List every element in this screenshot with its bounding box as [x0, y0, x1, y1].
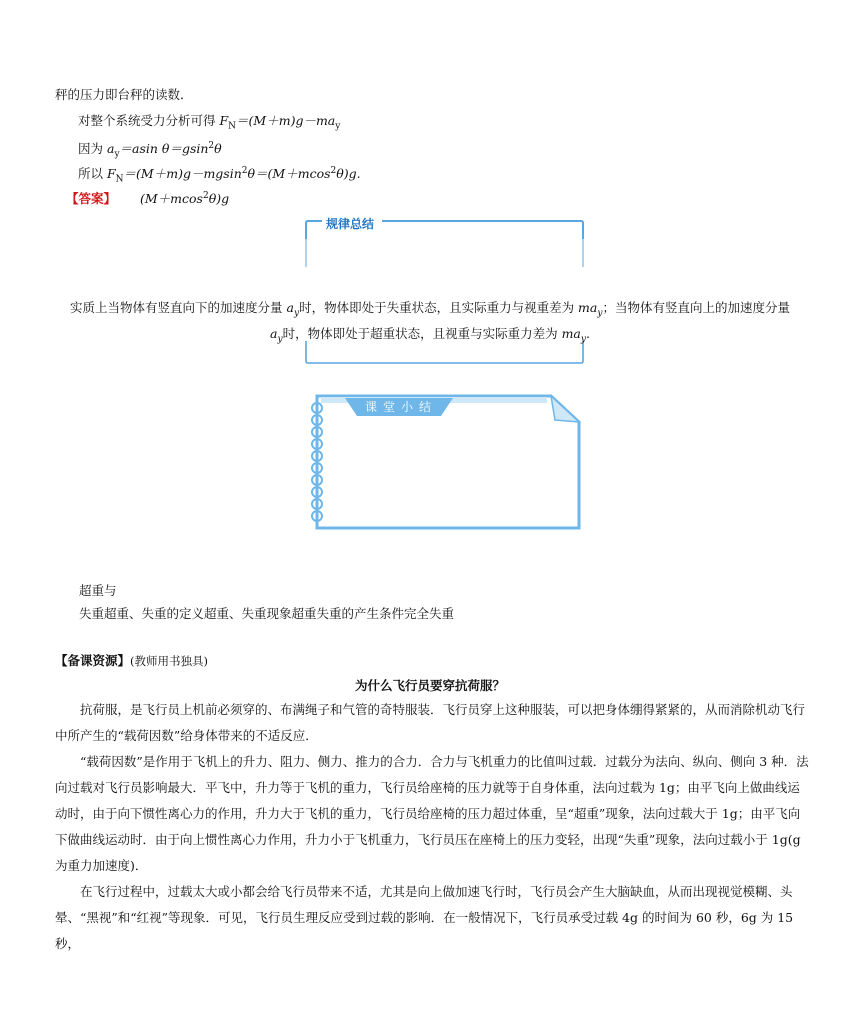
rule-text: 实质上当物体有竖直向下的加速度分量: [70, 300, 287, 315]
rule-box-title: 规律总结: [326, 217, 375, 231]
rule-text-line-2: [0, 325, 860, 349]
answer-value: (M＋mcos: [139, 191, 203, 207]
formula-end: θ)g.: [336, 166, 361, 182]
answer-line: [66, 187, 229, 208]
formula-sub: N: [115, 174, 124, 185]
answer-value: θ)g: [208, 191, 230, 207]
article-paragraph-2: “载荷因数”是作用于飞机上的升力、阻力、侧力、推力的合力．合力与飞机重力的比值叫过载．过载分为法向、纵向、侧向 3 种．法向过载对飞行员影响最大．平飞中，升力等于飞机的重力，飞行员给座椅的压力就等于自身体重，法向过载为 1g；由平飞向上做曲线运动时，由于向下惯性离心力的作用，升力大于飞机的重力，飞行员给座椅的压力超过体重，呈“超重”现象，法向过载大于 1g；由平飞向下做曲线运动时．由于向上惯性离心力作用，升力小于飞机重力，飞行员压在座椅上的压力变轻，出现“失重”现象，法向过载小于 1g(g 为重力加速度)．: [55, 754, 809, 873]
formula-sup: 2: [241, 166, 248, 176]
formula-body: ＝(M＋m)g－mgsin: [123, 166, 242, 182]
article-title: 为什么飞行员要穿抗荷服？: [354, 678, 505, 693]
rule-sub: y: [580, 334, 586, 345]
formula-line-accel: [78, 137, 222, 164]
resource-label: 【备课资源】: [55, 653, 131, 668]
rule-text: ；当物体有竖直向上的加速度分量: [602, 300, 790, 315]
summary-text-2: 失重超重、失重的定义超重、失重现象超重失重的产生条件完全失重: [79, 606, 455, 621]
article-paragraph-3: 在飞行过程中，过载太大或小都会给飞行员带来不适，尤其是向上做加速飞行时，飞行员会产生大脑缺血，从而出现视觉模糊、头晕、“黑视”和“红视”等现象．可见，飞行员生理反应受到过载的影响．在一般情况下，飞行员承受过载 4g 的时间为 60 秒，6g 为 15 秒，: [55, 884, 794, 951]
rule-sub: y: [293, 308, 300, 319]
formula-prefix: 所以: [78, 166, 107, 182]
formula-sup: 2: [330, 166, 337, 176]
formula-prefix: 对整个系统受力分析可得: [78, 113, 220, 128]
formula-sub: y: [114, 149, 120, 160]
answer-label: 【答案】: [66, 191, 117, 207]
class-summary-notebook: [303, 394, 585, 532]
rule-sub: y: [597, 308, 603, 319]
rule-text: .: [585, 326, 590, 341]
rule-var: a: [270, 326, 278, 341]
formula-end: θ: [214, 141, 222, 157]
resource-label-note: (教师用书独具): [130, 654, 208, 668]
formula-body: θ＝(M＋mcos: [247, 166, 331, 182]
rule-text: 时，物体即处于失重状态，且实际重力与视重差为: [299, 300, 579, 315]
formula-line-force: [78, 112, 340, 136]
formula-body: ＝asin θ＝gsin: [119, 141, 209, 157]
resource-heading: [55, 652, 208, 670]
formula-body: ＝(M＋m)g－ma: [236, 113, 336, 128]
text-line-1: 秤的压力即台秤的读数．: [55, 87, 193, 102]
answer-sup: 2: [202, 191, 209, 201]
rule-text-line-1: [0, 299, 860, 323]
formula-var: F: [219, 113, 229, 128]
formula-sub: y: [335, 121, 341, 132]
formula-prefix: 因为: [78, 141, 107, 157]
formula-var: F: [106, 166, 116, 182]
formula-line-result: [78, 162, 361, 189]
summary-text-1: 超重与: [79, 583, 117, 598]
formula-sup: 2: [208, 141, 215, 151]
rule-var: ma: [578, 300, 598, 315]
rule-var: a: [286, 300, 294, 315]
article-paragraph-1: 抗荷服，是飞行员上机前必须穿的、布满绳子和气管的奇特服装．飞行员穿上这种服装，可以把身体绷得紧紧的，从而消除机动飞行中所产生的“载荷因数”给身体带来的不适反应．: [55, 702, 806, 743]
class-summary-title: 课堂小结: [364, 400, 437, 414]
rule-text: 时，物体即处于超重状态，且视重与实际重力差为: [282, 326, 562, 341]
rule-var: ma: [561, 326, 581, 341]
rule-sub: y: [277, 334, 283, 345]
formula-var: a: [106, 141, 115, 157]
formula-sub: N: [228, 121, 237, 132]
